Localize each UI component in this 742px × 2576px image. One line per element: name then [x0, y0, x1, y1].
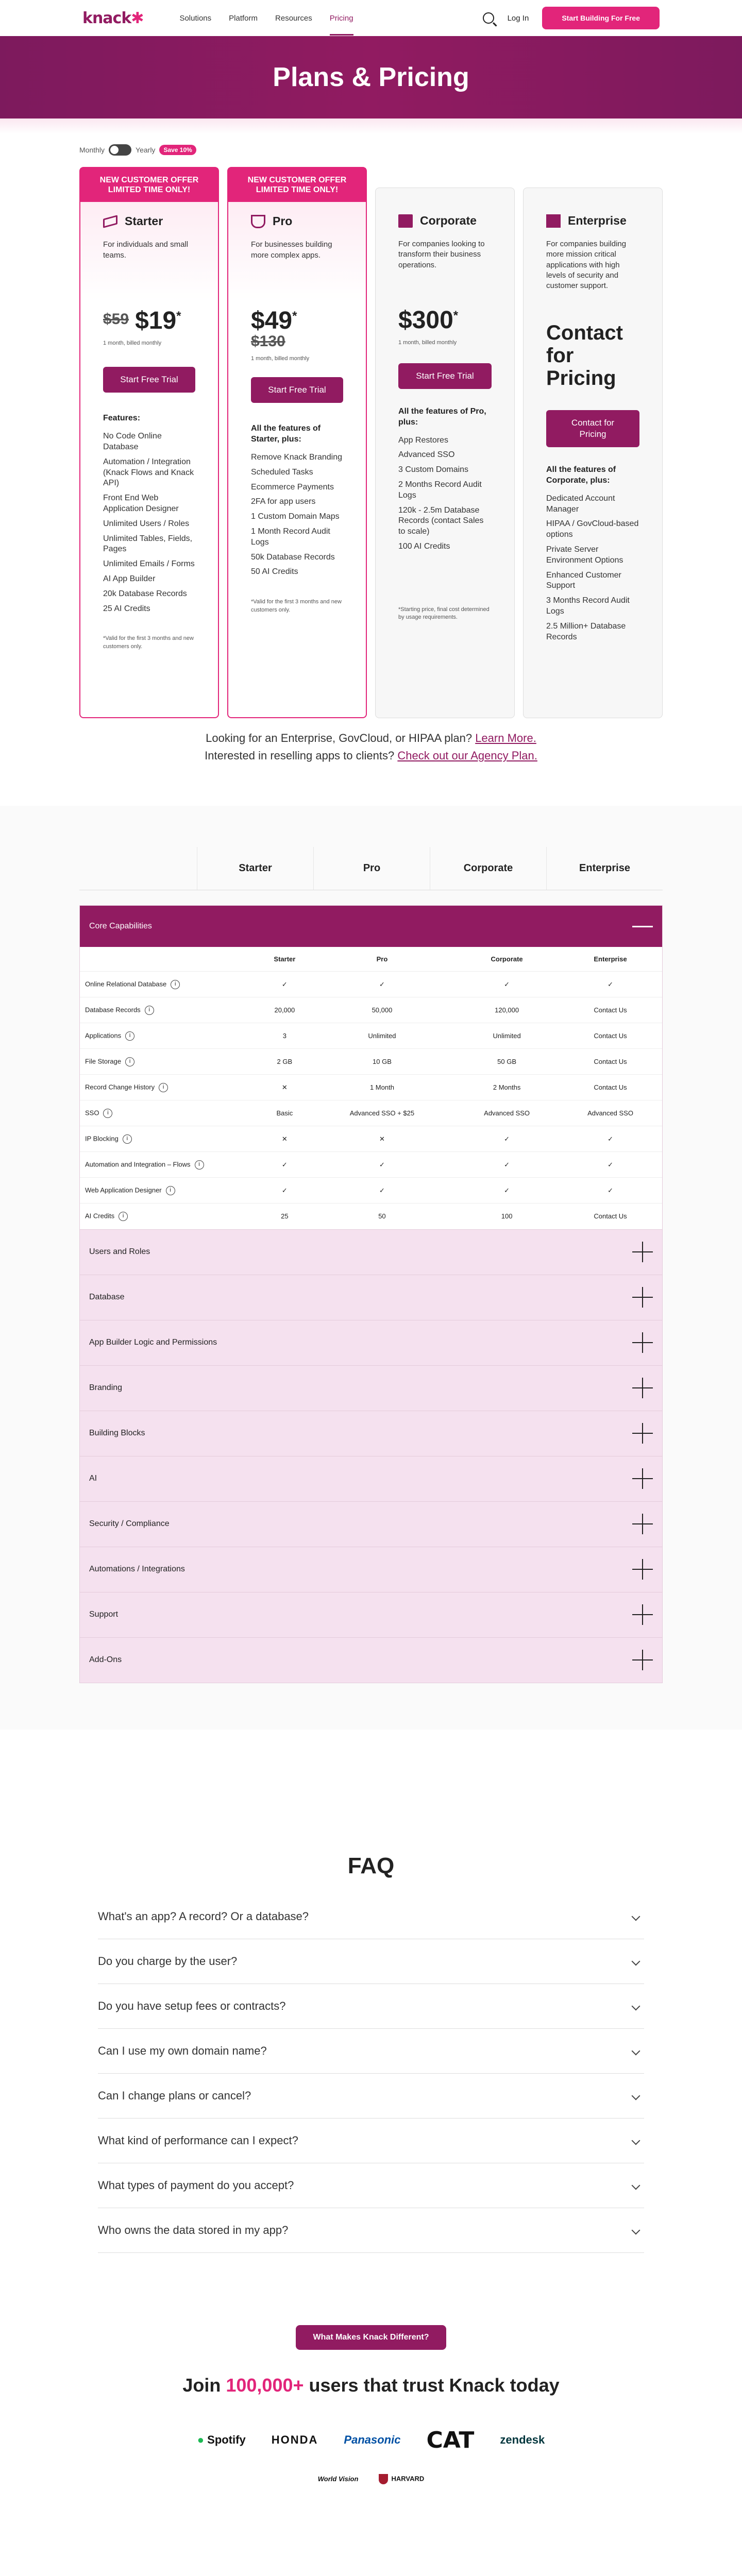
category-title: AI [89, 1474, 97, 1483]
enterprise-question: Looking for an Enterprise, GovCloud, or HIPAA plan? [206, 732, 473, 744]
plan-footnote: *Starting price, final cost determined by usage requirements. [398, 606, 490, 621]
compare-col-pro: Pro [313, 847, 430, 890]
plan-name: Starter [125, 214, 163, 228]
faq-question: Do you have setup fees or contracts? [98, 1999, 286, 2012]
table-header: Corporate [491, 955, 523, 963]
table-cell: Basic [260, 1100, 309, 1126]
feature-item: Enhanced Customer Support [546, 570, 621, 590]
harvard-logo: HARVARD [379, 2474, 424, 2484]
category-header[interactable] [80, 1547, 662, 1592]
info-icon[interactable]: i [125, 1031, 134, 1041]
category-accordion [79, 1547, 663, 1592]
table-cell: Advanced SSO + $25 [309, 1100, 455, 1126]
buildings-icon [546, 214, 561, 228]
plan-card-corporate [375, 188, 515, 718]
table-cell: ✓ [455, 1126, 559, 1152]
feature-label: Record Change History [85, 1083, 155, 1091]
table-header: Enterprise [594, 955, 627, 963]
offer-banner: NEW CUSTOMER OFFER LIMITED TIME ONLY! [228, 168, 366, 202]
feature-label: Online Relational Database [85, 980, 167, 988]
nav-pricing[interactable]: Pricing [330, 14, 353, 36]
feature-label: Web Application Designer [85, 1186, 162, 1194]
reseller-question: Interested in reselling apps to clients? [205, 749, 395, 762]
feature-item: Unlimited Tables, Fields, Pages [103, 534, 193, 554]
table-row [80, 1204, 662, 1229]
zendesk-logo: zendesk [500, 2433, 545, 2447]
table-row [80, 1023, 662, 1049]
table-cell: ✓ [309, 1152, 455, 1178]
plan-comparison [0, 806, 742, 1730]
table-cell: ✓ [559, 1152, 662, 1178]
honda-logo: HONDA [271, 2433, 318, 2447]
feature-item: Automation / Integration (Knack Flows and Knack API) [103, 457, 194, 488]
table-cell: 20,000 [260, 997, 309, 1023]
category-header[interactable] [80, 906, 662, 947]
category-header[interactable] [80, 1592, 662, 1637]
feature-label: Database Records [85, 1006, 141, 1014]
feature-label: SSO [85, 1109, 99, 1117]
info-icon[interactable]: i [166, 1186, 175, 1195]
feature-item: 25 AI Credits [103, 604, 150, 613]
chevron-down-icon [632, 2002, 640, 2010]
plan-description: For companies looking to transform their business operations. [398, 240, 485, 269]
expand-icon[interactable] [632, 1650, 653, 1670]
table-cell: 50 [309, 1204, 455, 1229]
feature-item: Unlimited Users / Roles [103, 519, 190, 528]
category-accordion [79, 1320, 663, 1366]
faq-question: Do you charge by the user? [98, 1954, 238, 1968]
table-cell: ✓ [559, 1126, 662, 1152]
faq-question: What's an app? A record? Or a database? [98, 1909, 309, 1923]
hero-banner [0, 36, 742, 118]
table-cell: ✕ [260, 1075, 309, 1100]
feature-item: 2 Months Record Audit Logs [398, 480, 482, 500]
trust-heading: Join 100,000+ users that trust Knack today [182, 2374, 560, 2396]
table-cell: ✓ [559, 1178, 662, 1204]
table-header: Starter [274, 955, 296, 963]
faq-item[interactable] [98, 2208, 644, 2253]
table-cell: ✓ [260, 1178, 309, 1204]
features-heading: All the features of Corporate, plus: [546, 465, 616, 485]
feature-item: No Code Online Database [103, 432, 162, 452]
table-cell: ✓ [309, 1178, 455, 1204]
feature-list [398, 433, 492, 554]
collapse-icon[interactable] [632, 926, 653, 927]
category-title: Add-Ons [89, 1655, 122, 1665]
billing-period: 1 month, billed monthly [251, 355, 310, 362]
faq-question: What types of payment do you accept? [98, 2178, 294, 2192]
faq-item[interactable] [98, 1939, 644, 1984]
feature-item: 3 Months Record Audit Logs [546, 596, 630, 616]
old-price: $59 [103, 311, 129, 328]
category-header[interactable] [80, 1275, 662, 1320]
what-makes-knack-different-button[interactable]: What Makes Knack Different? [296, 2325, 447, 2350]
feature-item: HIPAA / GovCloud-based options [546, 519, 639, 539]
nav-links [179, 14, 353, 23]
plan-price: $19* [135, 307, 181, 335]
spotify-logo: ● Spotify [197, 2433, 246, 2447]
plan-card-starter [79, 167, 219, 718]
table-cell: Contact Us [559, 997, 662, 1023]
billing-switch[interactable] [109, 144, 131, 156]
panasonic-logo: Panasonic [344, 2433, 401, 2447]
table-cell: Unlimited [455, 1023, 559, 1049]
compare-col-enterprise: Enterprise [546, 847, 663, 890]
plan-footnote: *Valid for the first 3 months and new customers only. [251, 599, 342, 613]
comparison-header [79, 847, 663, 890]
plan-footnote: *Valid for the first 3 months and new customers only. [103, 635, 194, 650]
start-free-trial-button[interactable]: Start Free Trial [398, 363, 492, 389]
faq-question: What kind of performance can I expect? [98, 2133, 298, 2147]
login-link[interactable]: Log In [507, 13, 529, 23]
compare-col-starter: Starter [197, 847, 313, 890]
feature-name [80, 997, 260, 1023]
category-header[interactable] [80, 1411, 662, 1456]
info-icon[interactable]: i [119, 1212, 128, 1221]
category-accordion [79, 1637, 663, 1683]
old-price: $130 [251, 333, 285, 350]
yearly-label: Yearly [136, 146, 156, 154]
plan-price: $49* [251, 307, 297, 335]
table-row [80, 1100, 662, 1126]
feature-name [80, 1178, 260, 1204]
feature-item: Private Server Environment Options [546, 545, 623, 565]
customer-logos-row-2 [0, 2474, 742, 2484]
graduation-cap-icon [103, 215, 117, 228]
feature-name [80, 972, 260, 997]
faq-section [0, 1730, 742, 2253]
table-cell: ✓ [455, 1152, 559, 1178]
nav-platform[interactable]: Platform [229, 13, 258, 23]
expand-icon[interactable] [632, 1287, 653, 1308]
expand-icon[interactable] [632, 1332, 653, 1353]
faq-item[interactable] [98, 2163, 644, 2208]
feature-item: 100 AI Credits [398, 542, 450, 551]
feature-name [80, 1204, 260, 1229]
expand-icon[interactable] [632, 1242, 653, 1262]
expand-icon[interactable] [632, 1604, 653, 1625]
info-icon[interactable]: i [103, 1109, 112, 1118]
billing-period: 1 month, billed monthly [103, 340, 162, 347]
feature-item: Dedicated Account Manager [546, 494, 615, 514]
feature-list [546, 492, 639, 645]
faq-question: Can I change plans or cancel? [98, 2089, 251, 2102]
chevron-down-icon [632, 1957, 640, 1965]
table-cell: 3 [260, 1023, 309, 1049]
chevron-down-icon [632, 2226, 640, 2234]
plan-price: $300* [398, 307, 459, 334]
feature-list [103, 429, 195, 616]
category-header[interactable] [80, 1366, 662, 1411]
offer-banner: NEW CUSTOMER OFFER LIMITED TIME ONLY! [80, 168, 218, 202]
category-accordion [79, 1592, 663, 1638]
feature-label: Applications [85, 1031, 122, 1040]
table-cell: 2 GB [260, 1049, 309, 1075]
feature-item: Unlimited Emails / Forms [103, 560, 195, 569]
feature-item: 1 Custom Domain Maps [251, 512, 340, 521]
feature-item: Advanced SSO [398, 450, 455, 460]
table-cell: ✓ [559, 972, 662, 997]
feature-name [80, 1049, 260, 1075]
chevron-down-icon [632, 2091, 640, 2100]
faq-list [98, 1894, 644, 2253]
table-cell: 120,000 [455, 997, 559, 1023]
expand-icon[interactable] [632, 1378, 653, 1398]
feature-name [80, 1100, 260, 1126]
table-cell: 100 [455, 1204, 559, 1229]
feature-label: IP Blocking [85, 1134, 119, 1143]
feature-label: Automation and Integration – Flows [85, 1160, 191, 1168]
chevron-down-icon [632, 1912, 640, 1921]
faq-item[interactable] [98, 2119, 644, 2163]
page-title: Plans & Pricing [273, 62, 469, 92]
info-icon[interactable]: i [171, 980, 180, 989]
nav-solutions[interactable]: Solutions [179, 13, 212, 23]
feature-label: AI Credits [85, 1212, 115, 1220]
expand-icon[interactable] [632, 1468, 653, 1489]
world-vision-logo: World Vision [317, 2475, 359, 2483]
agency-plan-link[interactable]: Check out our Agency Plan. [397, 749, 537, 762]
table-row [80, 1126, 662, 1152]
category-header[interactable] [80, 1230, 662, 1275]
knack-logo[interactable]: knack✱ [82, 9, 144, 27]
table-row [80, 1049, 662, 1075]
table-cell: ✕ [260, 1126, 309, 1152]
feature-item: Ecommerce Payments [251, 482, 334, 492]
table-row [80, 1152, 662, 1178]
table-cell: Unlimited [309, 1023, 455, 1049]
table-cell: Advanced SSO [455, 1100, 559, 1126]
pricing-section [0, 118, 742, 785]
feature-item: AI App Builder [103, 574, 156, 584]
feature-item: 50k Database Records [251, 552, 335, 562]
chevron-down-icon [632, 2181, 640, 2190]
start-building-button[interactable]: Start Building For Free [542, 7, 660, 29]
category-title: Support [89, 1610, 119, 1619]
category-header[interactable] [80, 1502, 662, 1547]
info-icon[interactable]: i [145, 1006, 154, 1015]
features-heading: Features: [103, 414, 141, 423]
table-row [80, 1075, 662, 1100]
features-heading: All the features of Pro, plus: [398, 407, 486, 427]
contact-pricing-text: Contact for Pricing [546, 321, 623, 389]
features-heading: All the features of Starter, plus: [251, 424, 321, 444]
chevron-down-icon [632, 2046, 640, 2055]
plan-description: For companies building more mission critical applications with high levels of security and customer support. [546, 240, 627, 290]
feature-item: 50 AI Credits [251, 567, 298, 577]
top-nav [0, 0, 742, 36]
start-free-trial-button[interactable]: Start Free Trial [251, 377, 343, 403]
plan-description: For businesses building more complex apps. [251, 240, 332, 260]
contact-for-pricing-button[interactable]: Contact for Pricing [546, 410, 639, 447]
faq-question: Can I use my own domain name? [98, 2044, 267, 2057]
table-cell: 50,000 [309, 997, 455, 1023]
faq-item[interactable] [98, 2029, 644, 2074]
faq-item[interactable] [98, 2074, 644, 2119]
plan-description: For individuals and small teams. [103, 240, 189, 260]
feature-name [80, 1023, 260, 1049]
table-cell: 25 [260, 1204, 309, 1229]
category-accordion [79, 1411, 663, 1456]
category-title: Automations / Integrations [89, 1565, 185, 1574]
faq-title: FAQ [347, 1853, 395, 1878]
table-cell: ✓ [309, 972, 455, 997]
feature-item: 20k Database Records [103, 589, 187, 598]
table-cell: Advanced SSO [559, 1100, 662, 1126]
chevron-down-icon [632, 2136, 640, 2145]
plan-name: Corporate [420, 214, 477, 227]
feature-name [80, 1075, 260, 1100]
category-title: Building Blocks [89, 1429, 145, 1438]
plan-card-pro [227, 167, 367, 718]
category-title: Database [89, 1293, 125, 1302]
trust-section [0, 2253, 742, 2484]
category-title: Security / Compliance [89, 1519, 170, 1529]
table-cell: Contact Us [559, 1049, 662, 1075]
category-core-capabilities [79, 905, 663, 1230]
plan-name: Enterprise [568, 214, 627, 227]
nav-resources[interactable]: Resources [275, 13, 312, 23]
faq-item[interactable] [98, 1984, 644, 2029]
category-title: Core Capabilities [89, 922, 152, 931]
category-title: Branding [89, 1383, 123, 1393]
table-cell: ✓ [260, 972, 309, 997]
building-icon [398, 214, 413, 228]
table-cell: ✓ [260, 1152, 309, 1178]
category-accordion [79, 1229, 663, 1275]
learn-more-link[interactable]: Learn More. [475, 732, 536, 744]
category-accordion [79, 1501, 663, 1547]
plan-card-enterprise [523, 188, 663, 718]
expand-icon[interactable] [632, 1514, 653, 1534]
more-plans-links [79, 730, 663, 765]
table-cell: 50 GB [455, 1049, 559, 1075]
table-header [80, 947, 260, 972]
billing-period: 1 month, billed monthly [398, 340, 457, 346]
feature-item: 1 Month Record Audit Logs [251, 527, 330, 547]
table-row [80, 997, 662, 1023]
feature-item: Remove Knack Branding [251, 453, 342, 462]
customer-logos [0, 2427, 742, 2453]
faq-question: Who owns the data stored in my app? [98, 2223, 289, 2236]
category-title: App Builder Logic and Permissions [89, 1338, 217, 1347]
table-row [80, 1178, 662, 1204]
plan-name: Pro [273, 214, 293, 228]
faq-item[interactable] [98, 1894, 644, 1939]
compare-col-corporate: Corporate [430, 847, 546, 890]
table-cell: Contact Us [559, 1023, 662, 1049]
info-icon[interactable]: i [159, 1083, 168, 1092]
table-cell: ✓ [455, 972, 559, 997]
table-cell: 2 Months [455, 1075, 559, 1100]
info-icon[interactable]: i [123, 1134, 132, 1144]
billing-toggle [79, 144, 663, 156]
feature-item: 3 Custom Domains [398, 465, 469, 474]
feature-item: Scheduled Tasks [251, 467, 313, 477]
category-accordion [79, 1365, 663, 1411]
info-icon[interactable]: i [195, 1160, 204, 1170]
info-icon[interactable]: i [125, 1057, 134, 1066]
feature-item: 2FA for app users [251, 497, 316, 506]
table-cell: ✓ [455, 1178, 559, 1204]
table-cell: Contact Us [559, 1075, 662, 1100]
expand-icon[interactable] [632, 1423, 653, 1444]
monthly-label: Monthly [79, 146, 105, 154]
cat-logo: CAT [426, 2427, 475, 2453]
feature-name [80, 1126, 260, 1152]
category-title: Users and Roles [89, 1247, 150, 1257]
capabilities-table [80, 947, 662, 1229]
category-accordion [79, 1456, 663, 1502]
feature-item: 120k - 2.5m Database Records (contact Sales to scale) [398, 505, 484, 536]
feature-item: App Restores [398, 435, 448, 445]
feature-label: File Storage [85, 1057, 122, 1065]
feature-name [80, 1152, 260, 1178]
start-free-trial-button[interactable]: Start Free Trial [103, 367, 195, 393]
category-accordion [79, 1275, 663, 1320]
trophy-icon [251, 215, 265, 228]
expand-icon[interactable] [632, 1559, 653, 1580]
table-cell: 10 GB [309, 1049, 455, 1075]
table-cell: ✕ [309, 1126, 455, 1152]
save-badge: Save 10% [159, 145, 196, 155]
feature-list [251, 450, 343, 580]
category-header[interactable] [80, 1320, 662, 1365]
feature-item: 2.5 Million+ Database Records [546, 621, 626, 641]
search-icon[interactable] [483, 12, 494, 24]
category-header[interactable] [80, 1456, 662, 1501]
table-row [80, 972, 662, 997]
feature-item: Front End Web Application Designer [103, 494, 179, 514]
category-header[interactable] [80, 1638, 662, 1683]
table-header: Pro [376, 955, 388, 963]
table-cell: Contact Us [559, 1204, 662, 1229]
table-cell: 1 Month [309, 1075, 455, 1100]
